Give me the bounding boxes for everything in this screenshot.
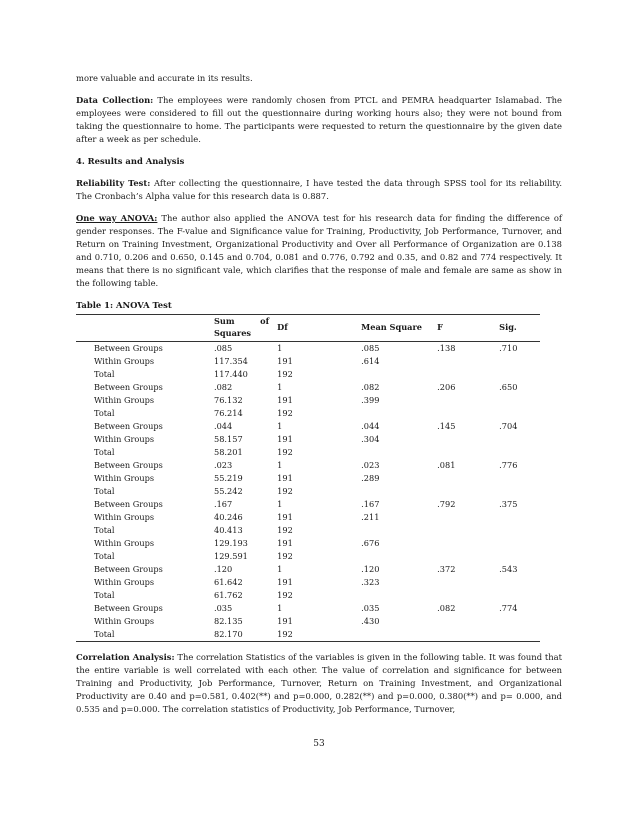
cell-mean-square [361,550,437,563]
anova-label: One way ANOVA: [76,213,158,223]
cell-sum-of-squares: 82.170 [214,629,243,639]
cell-sig: .776 [499,460,518,470]
anova-text: The author also applied the ANOVA test for his research data for finding the difference of gender responses. The F-value and Significance value for Training, Productivity, Job Performance, Turnover, and Return on Training Investment, Organizational Productivity and Over all Performance of Organization are 0.138 and 0.710, 0.206 and 0.650, 0.145 and 0.704, 0.081 and 0.776, 0.792 and 0.35, and 0.82 and 774 respectively. It means that there is no significant vale, which clarifies that the response of male and female are same as show in the following table. [76,213,562,288]
row-label: Within Groups [94,538,155,548]
row-spacer [76,524,94,537]
cell-mean-square: .085 [361,343,380,353]
cell-mean-square: .304 [361,434,380,444]
cell-sig: .650 [499,382,518,392]
row-label: Between Groups [94,564,163,574]
cell-f: .145 [437,421,456,431]
anova-paragraph [76,212,562,290]
row-label: Total [94,369,115,379]
cell-sum-of-squares: .167 [214,499,233,509]
cell-mean-square [361,368,437,381]
cell-df: 1 [277,564,283,574]
cell-df: 192 [277,486,293,496]
cell-sig [499,628,540,642]
row-spacer [76,394,94,407]
cell-df: 192 [277,369,293,379]
cell-sum-of-squares: 117.354 [214,356,248,366]
row-label: Total [94,525,115,535]
cell-f: .138 [437,343,456,353]
cell-mean-square: .323 [361,577,380,587]
cell-df: 192 [277,447,293,457]
cell-mean-square [361,485,437,498]
row-label: Between Groups [94,460,163,470]
header-label-col [94,315,214,340]
cell-df: 192 [277,629,293,639]
cell-sig [499,589,540,602]
cell-sum-of-squares: 117.440 [214,369,248,379]
table-row [76,524,540,537]
cell-sig [499,615,540,628]
cell-f [437,537,499,550]
cell-df: 191 [277,577,293,587]
cell-sig [499,576,540,589]
cell-mean-square: .035 [361,603,380,613]
cell-mean-square: .044 [361,421,380,431]
row-label: Between Groups [94,343,163,353]
table-row [76,550,540,563]
cell-sum-of-squares: 82.135 [214,616,243,626]
row-spacer [76,381,94,394]
cell-f [437,368,499,381]
table-row [76,342,540,356]
cell-mean-square: .289 [361,473,380,483]
row-spacer [76,602,94,615]
table-row [76,459,540,472]
cell-sum-of-squares: .082 [214,382,233,392]
cell-mean-square: .614 [361,356,380,366]
cell-sum-of-squares: 129.193 [214,538,248,548]
cell-f [437,394,499,407]
cell-df: 191 [277,616,293,626]
cell-sig [499,407,540,420]
cell-f [437,433,499,446]
cell-f [437,589,499,602]
cell-mean-square: .399 [361,395,380,405]
header-sig: Sig. [499,321,517,332]
cell-mean-square: .211 [361,512,380,522]
cell-df: 192 [277,551,293,561]
row-label: Total [94,408,115,418]
cell-df: 1 [277,421,283,431]
cell-f: .082 [437,603,456,613]
cell-f [437,550,499,563]
cell-sum-of-squares: 58.201 [214,447,243,457]
reliability-text: After collecting the questionnaire, I have tested the data through SPSS tool for its reliability. The Cronbach’s Alpha value for this research data is 0.887. [76,178,563,201]
header-sum-top: Sum of [214,316,270,326]
cell-mean-square: .082 [361,382,380,392]
cell-sig [499,511,540,524]
cell-mean-square: .120 [361,564,380,574]
table-row [76,446,540,459]
row-spacer [76,355,94,368]
header-spacer [76,315,94,340]
table-row [76,602,540,615]
row-label: Total [94,551,115,561]
cell-df: 191 [277,395,293,405]
cell-sum-of-squares: .085 [214,343,233,353]
row-spacer [76,368,94,381]
header-sum-bottom: Squares [214,328,252,338]
cell-f [437,407,499,420]
cell-df: 192 [277,590,293,600]
cell-f [437,355,499,368]
reliability-paragraph [76,177,562,203]
section-heading: 4. Results and Analysis [76,156,185,166]
cell-df: 1 [277,499,283,509]
cell-mean-square: .430 [361,616,380,626]
data-collection-text: The employees were randomly chosen from PTCL and PEMRA headquarter Islamabad. The employees were considered to fill out the questionnaire during working hours also; they were not bound from taking the questionnaire to home. The participants were requested to return the questionnaire by the given date after a week as per schedule. [76,95,562,144]
intro-paragraph [76,72,562,85]
cell-mean-square [361,446,437,459]
cell-f: .372 [437,564,456,574]
cell-sum-of-squares: 76.214 [214,408,243,418]
row-spacer [76,459,94,472]
row-spacer [76,550,94,563]
row-spacer [76,537,94,550]
header-sum-of-squares [214,315,269,340]
cell-sum-of-squares: 55.219 [214,473,243,483]
page-body [76,72,562,716]
cell-f [437,615,499,628]
table-row [76,433,540,446]
row-label: Within Groups [94,473,155,483]
row-spacer [76,433,94,446]
cell-sum-of-squares: 129.591 [214,551,248,561]
cell-sum-of-squares: 55.242 [214,486,243,496]
table-title: Table 1: ANOVA Test [76,300,172,310]
row-label: Between Groups [94,382,163,392]
cell-sig [499,355,540,368]
cell-f [437,446,499,459]
correlation-text: The correlation Statistics of the variables is given in the following table. It was found that the entire variable is well correlated with each other. The value of correlation and significance for between Training and Productivity, Job Performance, Turnover, Return on Training Investment, and Organizational Productivity are 0.40 and p=0.581, 0.402(**) and p=0.000, 0.282(**) and p=0.000, 0.380(**) and p= 0.000, and 0.535 and p=0.000. The correlation statistics of Productivity, Job Performance, Turnover, [76,652,562,714]
table-row [76,537,540,550]
cell-f [437,472,499,485]
cell-df: 192 [277,408,293,418]
cell-sig: .704 [499,421,518,431]
row-label: Between Groups [94,603,163,613]
table-row [76,485,540,498]
cell-sum-of-squares: 40.246 [214,512,243,522]
table-row [76,394,540,407]
anova-table [76,314,540,642]
cell-sum-of-squares: 58.157 [214,434,243,444]
cell-df: 192 [277,525,293,535]
cell-sig [499,433,540,446]
cell-sum-of-squares: 76.132 [214,395,243,405]
cell-sum-of-squares: .023 [214,460,233,470]
row-spacer [76,589,94,602]
cell-df: 191 [277,512,293,522]
table-row [76,563,540,576]
cell-sig [499,368,540,381]
cell-f: .081 [437,460,456,470]
row-spacer [76,628,94,642]
reliability-label: Reliability Test: [76,178,151,188]
cell-mean-square: .167 [361,499,380,509]
row-spacer [76,511,94,524]
cell-df: 1 [277,343,283,353]
cell-sum-of-squares: 61.762 [214,590,243,600]
cell-sum-of-squares: .044 [214,421,233,431]
row-spacer [76,615,94,628]
row-label: Total [94,629,115,639]
table-row [76,628,540,642]
cell-mean-square: .676 [361,538,380,548]
cell-sum-of-squares: 40.413 [214,525,243,535]
cell-df: 191 [277,356,293,366]
row-label: Within Groups [94,616,155,626]
cell-mean-square [361,628,437,642]
cell-df: 191 [277,538,293,548]
intro-text: more valuable and accurate in its results. [76,73,253,83]
table-body [76,342,540,642]
row-label: Total [94,486,115,496]
row-label: Total [94,590,115,600]
row-spacer [76,485,94,498]
cell-f: .206 [437,382,456,392]
cell-sum-of-squares: .120 [214,564,233,574]
header-df: Df [277,321,288,332]
row-label: Total [94,447,115,457]
cell-sig: .375 [499,499,518,509]
row-spacer [76,342,94,356]
table-row [76,355,540,368]
table-row [76,615,540,628]
row-spacer [76,498,94,511]
cell-f [437,485,499,498]
cell-f [437,524,499,537]
cell-df: 191 [277,434,293,444]
table-row [76,576,540,589]
row-spacer [76,420,94,433]
header-mean-square: Mean Square [361,321,422,332]
row-spacer [76,407,94,420]
table-header-row [76,315,540,340]
cell-mean-square: .023 [361,460,380,470]
cell-f [437,628,499,642]
cell-sig [499,537,540,550]
row-label: Within Groups [94,434,155,444]
cell-df: 1 [277,382,283,392]
cell-df: 1 [277,460,283,470]
correlation-label: Correlation Analysis: [76,652,175,662]
table-row [76,472,540,485]
row-spacer [76,576,94,589]
cell-sum-of-squares: 61.642 [214,577,243,587]
table-row [76,589,540,602]
cell-sig [499,550,540,563]
cell-sum-of-squares: .035 [214,603,233,613]
header-f: F [437,321,443,332]
row-label: Within Groups [94,356,155,366]
row-spacer [76,563,94,576]
cell-df: 1 [277,603,283,613]
page-number: 53 [313,739,325,749]
row-label: Between Groups [94,499,163,509]
table-row [76,368,540,381]
cell-mean-square [361,407,437,420]
row-spacer [76,446,94,459]
cell-sig: .543 [499,564,518,574]
correlation-paragraph [76,651,562,716]
cell-mean-square [361,524,437,537]
row-label: Within Groups [94,395,155,405]
cell-mean-square [361,589,437,602]
cell-sig [499,446,540,459]
cell-sig [499,524,540,537]
cell-f [437,511,499,524]
row-spacer [76,472,94,485]
table-row [76,498,540,511]
data-collection-paragraph [76,94,562,146]
cell-sig [499,485,540,498]
table-row [76,381,540,394]
cell-sig: .774 [499,603,518,613]
row-label: Between Groups [94,421,163,431]
cell-sig [499,394,540,407]
row-label: Within Groups [94,512,155,522]
row-label: Within Groups [94,577,155,587]
table-row [76,511,540,524]
cell-f: .792 [437,499,456,509]
cell-f [437,576,499,589]
data-collection-label: Data Collection: [76,95,154,105]
cell-sig [499,472,540,485]
cell-df: 191 [277,473,293,483]
table-row [76,407,540,420]
cell-sig: .710 [499,343,518,353]
table-row [76,420,540,433]
